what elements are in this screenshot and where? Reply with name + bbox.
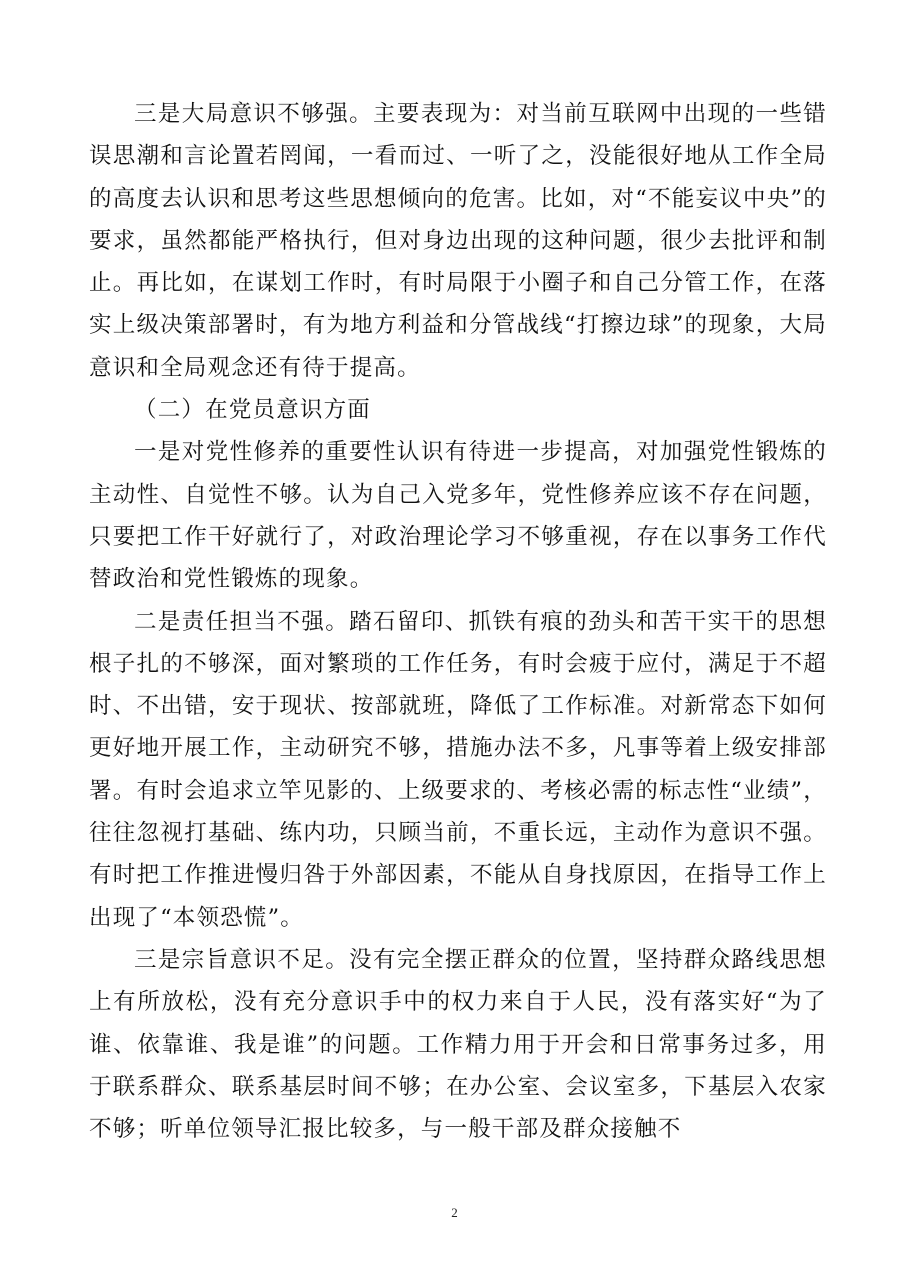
- paragraph-overall-awareness: 三是大局意识不够强。主要表现为：对当前互联网中出现的一些错误思潮和言论置若罔闻，一看而过、一听了之，没能很好地从工作全局的高度去认识和思考这些思想倾向的危害。比如，对“不能妄议中央”的要求，虽然都能严格执行，但对身边出现的这种问题，很少去批评和制止。再比如，在谋划工作时，有时局限于小圈子和自己分管工作，在落实上级决策部署时，有为地方利益和分管战线“打擦边球”的现象，大局意识和全局观念还有待于提高。: [89, 101, 827, 381]
- section-heading-party-member-awareness: （二）在党员意识方面: [134, 397, 372, 424]
- paragraph-responsibility: 二是责任担当不强。踏石留印、抓铁有痕的劲头和苦干实干的思想根子扎的不够深，面对繁琐的工作任务，有时会疲于应付，满足于不超时、不出错，安于现状、按部就班，降低了工作标准。对新常态下如何更好地开展工作，主动研究不够，措施办法不多，凡事等着上级安排部署。有时会追求立竿见影的、上级要求的、考核必需的标志性“业绩”，往往忽视打基础、练内功，只顾当前，不重长远，主动作为意识不强。有时把工作推进慢归咎于外部因素，不能从自身找原因，在指导工作上出现了“本领恐慌”。: [89, 608, 827, 931]
- paragraph-party-spirit: 一是对党性修养的重要性认识有待进一步提高，对加强党性锻炼的主动性、自觉性不够。认为自己入党多年，党性修养应该不存在问题，只要把工作干好就行了，对政治理论学习不够重视，存在以事务工作代替政治和党性锻炼的现象。: [89, 439, 827, 593]
- page-number: 2: [451, 1205, 458, 1220]
- document-body: [89, 93, 827, 1150]
- paragraph-purpose-awareness: 三是宗旨意识不足。没有完全摆正群众的位置，坚持群众路线思想上有所放松，没有充分意识手中的权力来自于人民，没有落实好“为了谁、依靠谁、我是谁”的问题。工作精力用于开会和日常事务过多，用于联系群众、联系基层时间不够；在办公室、会议室多，下基层入农家不够；听单位领导汇报比较多，与一般干部及群众接触不: [89, 946, 827, 1143]
